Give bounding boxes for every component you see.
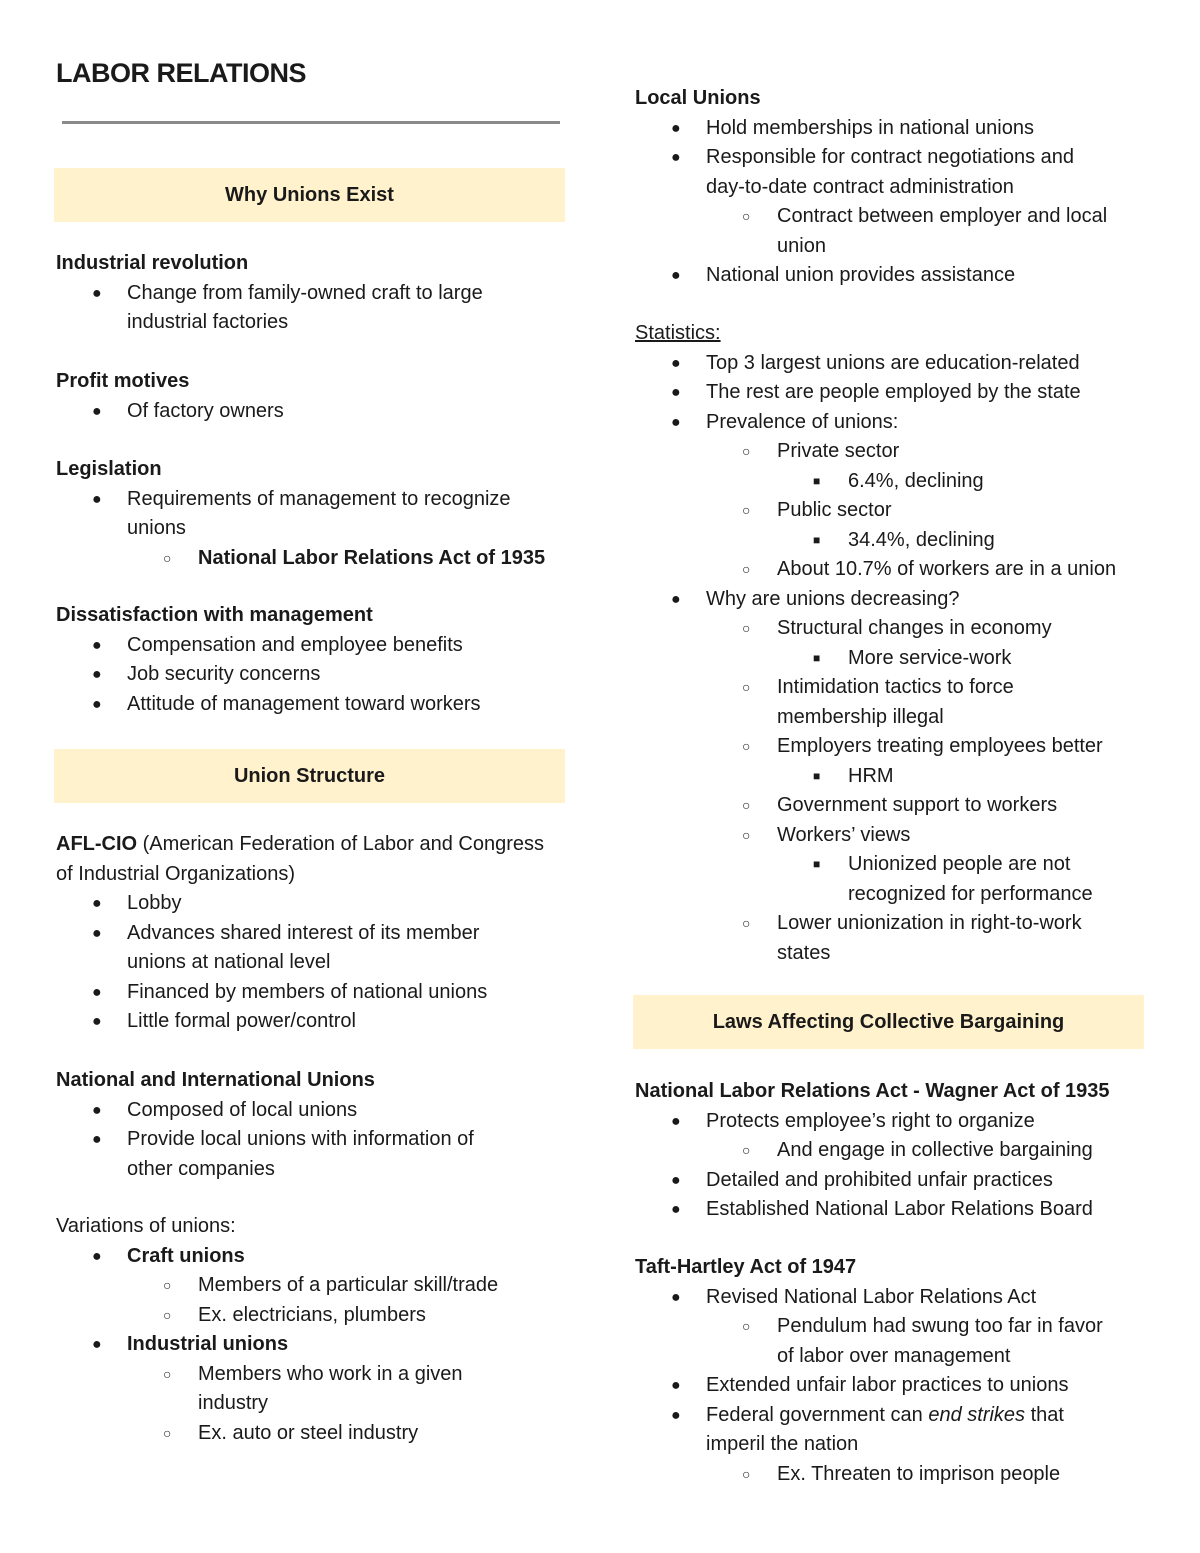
list-item — [635, 644, 1155, 674]
circle-bullet-icon: ○ — [163, 1306, 172, 1323]
list-item — [56, 1096, 566, 1126]
item-text: Pendulum had swung too far in favor — [777, 1315, 1103, 1337]
list-item — [56, 1125, 566, 1184]
item-text: Change from family-owned craft to large — [127, 281, 483, 304]
item-text: Intimidation tactics to force — [777, 676, 1014, 698]
topic-heading: Profit motives — [56, 370, 190, 392]
item-text: About 10.7% of workers are in a union — [777, 558, 1117, 580]
topic-heading-line2: of Industrial Organizations) — [56, 862, 296, 885]
circle-bullet-icon: ○ — [742, 561, 751, 577]
topic-heading — [56, 830, 566, 860]
square-bullet-icon: ■ — [813, 532, 821, 547]
circle-bullet-icon: ○ — [742, 1465, 751, 1482]
list-item — [56, 889, 566, 919]
item-text: Of factory owners — [127, 399, 284, 422]
circle-bullet-icon: ○ — [742, 915, 751, 931]
bullet-list — [635, 1283, 1155, 1490]
topic-industrial-revolution — [56, 249, 566, 338]
topic-heading: Dissatisfaction with management — [56, 604, 373, 626]
list-item — [56, 1330, 566, 1360]
item-text: day-to-date contract administration — [706, 175, 1014, 198]
item-text: National Labor Relations Act of 1935 — [198, 546, 546, 569]
item-text: membership illegal — [777, 705, 944, 728]
item-text: Revised National Labor Relations Act — [706, 1285, 1037, 1308]
bullet-icon: ● — [92, 983, 102, 1001]
topic-heading: Legislation — [56, 458, 162, 480]
topic-heading: Local Unions — [635, 87, 761, 109]
circle-bullet-icon: ○ — [742, 620, 751, 636]
item-text: Detailed and prohibited unfair practices — [706, 1168, 1053, 1191]
item-text: Financed by members of national unions — [127, 980, 488, 1003]
square-bullet-icon: ■ — [813, 650, 821, 665]
item-text: of labor over management — [777, 1344, 1011, 1367]
bullet-icon: ● — [671, 1288, 681, 1306]
topic-taft-hartley — [635, 1253, 1155, 1489]
bullet-icon: ● — [671, 1112, 681, 1130]
item-text: National union provides assistance — [706, 264, 1016, 286]
bullet-icon: ● — [671, 1377, 681, 1394]
topic-heading: Statistics: — [635, 322, 721, 344]
list-item — [635, 202, 1155, 261]
item-text: Why are unions decreasing? — [706, 587, 960, 610]
circle-bullet-icon: ○ — [742, 208, 751, 224]
item-text: Government support to workers — [777, 794, 1058, 816]
bullet-list — [635, 114, 1155, 291]
item-text: Workers’ views — [777, 823, 911, 846]
list-item — [635, 143, 1155, 202]
list-item — [635, 378, 1155, 408]
list-item — [56, 690, 566, 720]
bullet-list — [635, 349, 1155, 969]
bullet-list — [56, 1242, 566, 1449]
circle-bullet-icon: ○ — [163, 1365, 172, 1382]
circle-bullet-icon: ○ — [163, 1424, 172, 1441]
item-text: Members who work in a given — [198, 1362, 463, 1385]
list-item — [635, 614, 1155, 644]
list-item — [635, 1283, 1155, 1313]
bullet-icon: ● — [671, 267, 681, 284]
item-text: Lobby — [127, 892, 182, 914]
list-item — [635, 1401, 1155, 1460]
topic-statistics — [635, 319, 1155, 968]
topic-variations — [56, 1212, 566, 1448]
circle-bullet-icon: ○ — [742, 1142, 751, 1158]
topic-local-unions — [635, 84, 1155, 291]
circle-bullet-icon: ○ — [742, 826, 751, 843]
list-item — [56, 485, 566, 544]
list-item — [56, 1419, 566, 1449]
bullet-icon: ● — [671, 1406, 681, 1424]
topic-heading: National Labor Relations Act - Wagner Act of 1935 — [635, 1080, 1110, 1102]
item-text: imperil the nation — [706, 1433, 859, 1455]
list-item — [56, 1007, 566, 1037]
item-text: Unionized people are not — [848, 853, 1071, 875]
bullet-list — [56, 889, 566, 1037]
item-text: Craft unions — [127, 1244, 245, 1267]
list-item — [635, 1136, 1155, 1166]
bullet-icon: ● — [92, 695, 102, 713]
item-text: 34.4%, declining — [848, 528, 995, 551]
list-item — [635, 791, 1155, 821]
item-text: More service-work — [848, 646, 1012, 669]
square-bullet-icon: ■ — [813, 857, 821, 871]
list-item — [635, 732, 1155, 762]
list-item — [635, 437, 1155, 467]
item-text: that — [1025, 1403, 1064, 1426]
list-item — [635, 762, 1155, 792]
circle-bullet-icon: ○ — [742, 443, 751, 459]
item-text: Established National Labor Relations Board — [706, 1198, 1093, 1220]
item-text: Requirements of management to recognize — [127, 487, 511, 510]
item-text: Little formal power/control — [127, 1010, 356, 1032]
bullet-icon: ● — [92, 1336, 102, 1353]
item-text: states — [777, 941, 831, 964]
list-item — [635, 1166, 1155, 1196]
section-header-why-unions-exist: Why Unions Exist — [54, 168, 565, 222]
bullet-icon: ● — [92, 1247, 102, 1265]
list-item — [635, 114, 1155, 144]
bullet-icon: ● — [92, 490, 102, 508]
list-item — [56, 279, 566, 338]
bullet-list — [56, 397, 566, 427]
item-text: Ex. auto or steel industry — [198, 1421, 419, 1444]
heading-bold: AFL-CIO — [56, 833, 138, 855]
bullet-list — [56, 485, 566, 574]
item-text: union — [777, 234, 826, 257]
item-text: industrial factories — [127, 311, 289, 333]
list-item — [635, 1107, 1155, 1137]
list-item — [635, 467, 1155, 497]
item-text: And engage in collective bargaining — [777, 1139, 1093, 1161]
page-title: LABOR RELATIONS — [56, 58, 306, 88]
topic-dissatisfaction — [56, 601, 566, 719]
item-emphasis: end strikes — [928, 1403, 1026, 1426]
item-text: Top 3 largest unions are education-related — [706, 351, 1080, 374]
list-item — [635, 1371, 1155, 1401]
item-text: Lower unionization in right-to-work — [777, 912, 1082, 934]
topic-heading: Taft-Hartley Act of 1947 — [635, 1256, 857, 1278]
topic-heading: Variations of unions: — [56, 1215, 236, 1237]
item-text: Hold memberships in national unions — [706, 116, 1034, 139]
circle-bullet-icon: ○ — [742, 502, 751, 518]
item-text: Responsible for contract negotiations and — [706, 146, 1075, 168]
item-text: HRM — [848, 764, 894, 787]
item-text: Attitude of management toward workers — [127, 692, 481, 715]
list-item — [635, 261, 1155, 291]
list-item — [635, 349, 1155, 379]
list-item — [56, 1242, 566, 1272]
list-item — [635, 1195, 1155, 1225]
item-text: Composed of local unions — [127, 1098, 358, 1121]
list-item — [635, 909, 1155, 968]
item-text: Employers treating employees better — [777, 735, 1103, 757]
square-bullet-icon: ■ — [813, 473, 821, 488]
item-text: Ex. electricians, plumbers — [198, 1303, 426, 1326]
bullet-list — [56, 279, 566, 338]
item-text: Structural changes in economy — [777, 617, 1052, 639]
circle-bullet-icon: ○ — [163, 549, 172, 566]
bullet-list — [56, 631, 566, 720]
bullet-icon: ● — [671, 1201, 681, 1218]
bullet-list — [635, 1107, 1155, 1225]
bullet-icon: ● — [671, 1171, 681, 1189]
section-header-laws: Laws Affecting Collective Bargaining — [633, 995, 1144, 1049]
bullet-icon: ● — [671, 413, 681, 431]
bullet-icon: ● — [92, 924, 102, 942]
bullet-icon: ● — [92, 1101, 102, 1119]
item-text: 6.4%, declining — [848, 469, 984, 492]
bullet-icon: ● — [92, 666, 102, 683]
item-text: Contract between employer and local — [777, 205, 1108, 227]
bullet-icon: ● — [671, 149, 681, 166]
section-header-union-structure: Union Structure — [54, 749, 565, 803]
topic-profit-motives — [56, 367, 566, 426]
item-text: Industrial unions — [127, 1333, 289, 1355]
bullet-icon: ● — [92, 402, 102, 420]
bullet-icon: ● — [92, 1131, 102, 1148]
topic-heading: Industrial revolution — [56, 252, 249, 274]
bullet-list — [56, 1096, 566, 1185]
item-text: Ex. Threaten to imprison people — [777, 1462, 1061, 1485]
item-text: unions at national level — [127, 951, 331, 973]
topic-heading: National and International Unions — [56, 1069, 375, 1091]
item-text: Job security concerns — [127, 663, 321, 685]
list-item — [56, 397, 566, 427]
list-item — [56, 1360, 566, 1419]
title-divider — [62, 121, 560, 124]
item-text: recognized for performance — [848, 882, 1093, 905]
list-item — [56, 1271, 566, 1301]
bullet-icon: ● — [671, 590, 681, 608]
item-text: Protects employee’s right to organize — [706, 1109, 1035, 1132]
list-item — [635, 408, 1155, 438]
item-text: industry — [198, 1392, 269, 1414]
bullet-icon: ● — [92, 1013, 102, 1030]
topic-national-unions — [56, 1066, 566, 1184]
topic-legislation — [56, 455, 566, 573]
circle-bullet-icon: ○ — [742, 1318, 751, 1334]
bullet-icon: ● — [92, 895, 102, 912]
list-item — [56, 631, 566, 661]
list-item — [56, 660, 566, 690]
list-item — [635, 496, 1155, 526]
item-text: Advances shared interest of its member — [127, 921, 480, 944]
topic-afl-cio — [56, 830, 566, 1037]
bullet-icon: ● — [671, 354, 681, 372]
list-item — [635, 585, 1155, 615]
item-text: Provide local unions with information of — [127, 1128, 474, 1150]
item-text: unions — [127, 517, 186, 539]
list-item — [635, 850, 1155, 909]
list-item — [56, 919, 566, 978]
circle-bullet-icon: ○ — [742, 679, 751, 695]
list-item — [56, 978, 566, 1008]
item-text: Federal government can — [706, 1403, 929, 1426]
bullet-icon: ● — [671, 384, 681, 401]
list-item — [635, 1312, 1155, 1371]
heading-rest: (American Federation of Labor and Congress — [137, 833, 544, 855]
circle-bullet-icon: ○ — [742, 797, 751, 813]
list-item — [635, 821, 1155, 851]
list-item — [635, 1460, 1155, 1490]
item-text: The rest are people employed by the state — [706, 381, 1081, 403]
item-text: other companies — [127, 1157, 275, 1180]
topic-nlra — [635, 1077, 1155, 1225]
circle-bullet-icon: ○ — [163, 1277, 172, 1293]
bullet-icon: ● — [92, 284, 102, 302]
list-item — [56, 1301, 566, 1331]
item-text: Extended unfair labor practices to unions — [706, 1374, 1069, 1396]
item-text: Public sector — [777, 499, 892, 521]
bullet-icon: ● — [671, 119, 681, 137]
item-text: Private sector — [777, 440, 900, 462]
list-item — [635, 555, 1155, 585]
bullet-icon: ● — [92, 636, 102, 654]
list-item — [56, 544, 566, 574]
item-text: Compensation and employee benefits — [127, 633, 463, 656]
square-bullet-icon: ■ — [813, 768, 821, 783]
circle-bullet-icon: ○ — [742, 738, 751, 754]
item-text: Members of a particular skill/trade — [198, 1274, 499, 1296]
item-text: Prevalence of unions: — [706, 410, 899, 433]
list-item — [635, 673, 1155, 732]
list-item — [635, 526, 1155, 556]
